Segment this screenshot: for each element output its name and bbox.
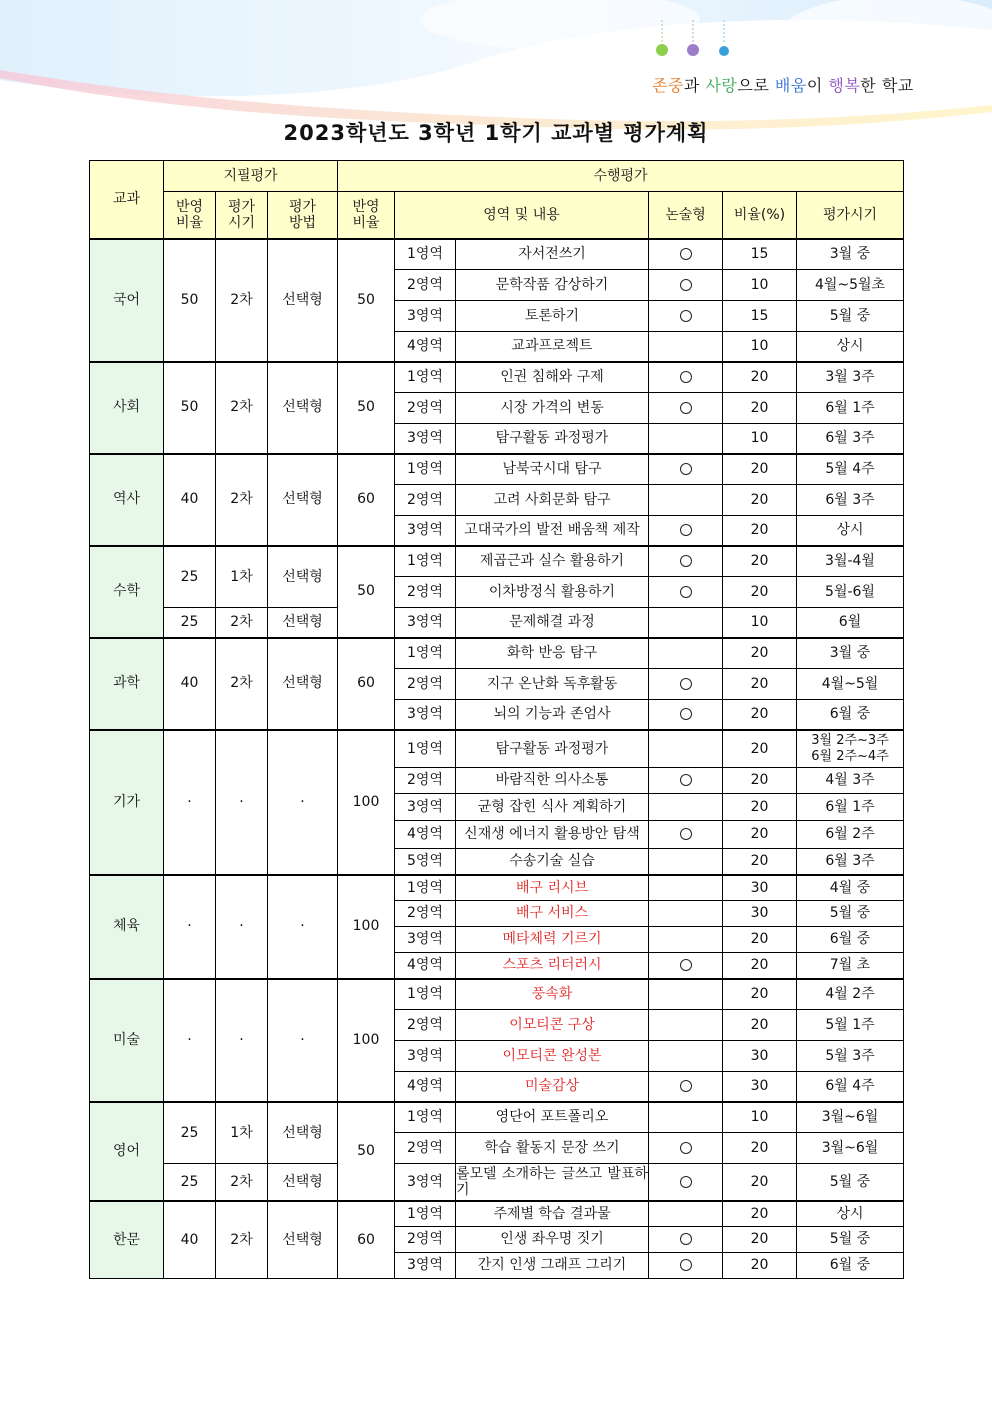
area-timing: 6월 4주 xyxy=(797,1072,904,1102)
written-timing: 2차 xyxy=(216,454,268,546)
area-content: 이차방정식 활용하기 xyxy=(456,577,649,608)
subject-group xyxy=(90,1201,904,1279)
subject-group xyxy=(90,1102,904,1201)
purple-dot-icon xyxy=(687,44,699,56)
table-row xyxy=(90,638,904,669)
area-timing: 3월 3주 xyxy=(797,362,904,393)
blue-dot-icon xyxy=(719,46,729,56)
motto-segment: 이 xyxy=(806,76,829,95)
written-ratio: 25 xyxy=(164,608,216,638)
written-timing: 1차 xyxy=(216,1102,268,1164)
area-percent: 20 xyxy=(723,821,797,849)
written-timing: 2차 xyxy=(216,1201,268,1279)
subject-name: 체육 xyxy=(90,875,164,979)
table-row xyxy=(90,1102,904,1133)
area-percent: 10 xyxy=(723,270,797,301)
area-label: 4영역 xyxy=(395,1072,456,1102)
subject-name: 사회 xyxy=(90,362,164,454)
area-content: 제곱근과 실수 활용하기 xyxy=(456,546,649,577)
area-timing: 5월 중 xyxy=(797,1227,904,1253)
evaluation-plan-table xyxy=(89,160,904,1279)
area-percent: 20 xyxy=(723,1227,797,1253)
area-label: 3영역 xyxy=(395,1253,456,1279)
written-timing: 2차 xyxy=(216,608,268,638)
area-percent: 20 xyxy=(723,393,797,424)
essay-cell xyxy=(649,794,723,821)
area-content: 롤모델 소개하는 글쓰고 발표하기 xyxy=(456,1164,649,1201)
essay-cell xyxy=(649,270,723,301)
written-method: · xyxy=(268,730,338,875)
essay-cell xyxy=(649,638,723,669)
subject-name: 국어 xyxy=(90,239,164,362)
area-label: 1영역 xyxy=(395,362,456,393)
written-method: · xyxy=(268,875,338,979)
area-timing: 3월~6월 xyxy=(797,1102,904,1133)
written-method: · xyxy=(268,979,338,1102)
area-content: 인생 좌우명 짓기 xyxy=(456,1227,649,1253)
area-label: 2영역 xyxy=(395,901,456,927)
table-row xyxy=(90,875,904,901)
area-content: 스포츠 리터러시 xyxy=(456,953,649,979)
essay-cell xyxy=(649,1010,723,1041)
table-row xyxy=(90,1164,904,1201)
written-method: 선택형 xyxy=(268,1102,338,1164)
essay-circle-icon xyxy=(680,708,692,720)
area-label: 3영역 xyxy=(395,1164,456,1201)
area-label: 2영역 xyxy=(395,485,456,516)
area-label: 2영역 xyxy=(395,393,456,424)
written-ratio: 25 xyxy=(164,1102,216,1164)
area-label: 1영역 xyxy=(395,454,456,485)
header-subject: 교과 xyxy=(90,161,164,239)
area-percent: 20 xyxy=(723,577,797,608)
performance-ratio: 50 xyxy=(338,362,395,454)
green-dot-icon xyxy=(656,44,668,56)
area-content: 배구 리시브 xyxy=(456,875,649,901)
header-performance-eval: 수행평가 xyxy=(338,161,904,192)
motto-segment: 과 xyxy=(683,76,706,95)
area-content: 주제별 학습 결과물 xyxy=(456,1201,649,1227)
table-row xyxy=(90,730,904,768)
essay-cell xyxy=(649,301,723,332)
area-percent: 10 xyxy=(723,608,797,638)
area-label: 1영역 xyxy=(395,546,456,577)
header-performance-ratio: 반영 비율 xyxy=(338,192,395,239)
area-timing: 5월 4주 xyxy=(797,454,904,485)
area-label: 4영역 xyxy=(395,821,456,849)
area-content: 학습 활동지 문장 쓰기 xyxy=(456,1133,649,1164)
essay-cell xyxy=(649,577,723,608)
essay-circle-icon xyxy=(680,402,692,414)
header-eval-timing: 평가시기 xyxy=(797,192,904,239)
area-timing: 5월 중 xyxy=(797,1164,904,1201)
written-ratio: 25 xyxy=(164,1164,216,1201)
written-ratio: 40 xyxy=(164,1201,216,1279)
area-content: 자서전쓰기 xyxy=(456,239,649,270)
essay-cell xyxy=(649,730,723,768)
essay-circle-icon xyxy=(680,371,692,383)
essay-cell xyxy=(649,332,723,362)
area-timing: 3월-4월 xyxy=(797,546,904,577)
area-percent: 20 xyxy=(723,362,797,393)
header-written-ratio: 반영 비율 xyxy=(164,192,216,239)
area-percent: 30 xyxy=(723,1072,797,1102)
written-method: 선택형 xyxy=(268,546,338,608)
essay-circle-icon xyxy=(680,555,692,567)
essay-cell xyxy=(649,424,723,454)
area-content: 탐구활동 과정평가 xyxy=(456,424,649,454)
area-timing: 5월-6월 xyxy=(797,577,904,608)
area-percent: 20 xyxy=(723,1201,797,1227)
area-percent: 30 xyxy=(723,875,797,901)
area-percent: 20 xyxy=(723,1253,797,1279)
written-method: 선택형 xyxy=(268,239,338,362)
essay-cell xyxy=(649,454,723,485)
table-row xyxy=(90,546,904,577)
header-percent: 비율(%) xyxy=(723,192,797,239)
area-content: 메타체력 기르기 xyxy=(456,927,649,953)
essay-cell xyxy=(649,979,723,1010)
essay-cell xyxy=(649,393,723,424)
written-ratio: 40 xyxy=(164,638,216,730)
essay-circle-icon xyxy=(680,678,692,690)
essay-cell xyxy=(649,875,723,901)
area-percent: 10 xyxy=(723,1102,797,1133)
area-timing: 5월 중 xyxy=(797,901,904,927)
area-content: 영단어 포트폴리오 xyxy=(456,1102,649,1133)
essay-circle-icon xyxy=(680,1259,692,1271)
area-content: 문제해결 과정 xyxy=(456,608,649,638)
subject-group xyxy=(90,239,904,362)
subject-name: 과학 xyxy=(90,638,164,730)
area-timing: 7월 초 xyxy=(797,953,904,979)
written-timing: 2차 xyxy=(216,239,268,362)
area-label: 3영역 xyxy=(395,516,456,546)
header-essay: 논술형 xyxy=(649,192,723,239)
essay-cell xyxy=(649,1133,723,1164)
area-label: 3영역 xyxy=(395,794,456,821)
area-timing: 6월 중 xyxy=(797,1253,904,1279)
area-timing: 상시 xyxy=(797,332,904,362)
essay-cell xyxy=(649,1164,723,1201)
area-percent: 20 xyxy=(723,953,797,979)
motto-segment: 배움 xyxy=(774,76,807,95)
written-method: 선택형 xyxy=(268,1164,338,1201)
area-timing: 4월 3주 xyxy=(797,768,904,794)
area-percent: 10 xyxy=(723,332,797,362)
essay-cell xyxy=(649,700,723,730)
performance-ratio: 50 xyxy=(338,1102,395,1201)
area-percent: 20 xyxy=(723,730,797,768)
written-method: 선택형 xyxy=(268,454,338,546)
performance-ratio: 60 xyxy=(338,454,395,546)
essay-circle-icon xyxy=(680,586,692,598)
subject-group xyxy=(90,638,904,730)
area-percent: 30 xyxy=(723,901,797,927)
essay-circle-icon xyxy=(680,1142,692,1154)
subject-name: 수학 xyxy=(90,546,164,638)
header-area-content: 영역 및 내용 xyxy=(395,192,649,239)
motto-segment: 사랑 xyxy=(705,76,738,95)
area-percent: 20 xyxy=(723,669,797,700)
performance-ratio: 50 xyxy=(338,546,395,638)
subject-name: 미술 xyxy=(90,979,164,1102)
subject-name: 역사 xyxy=(90,454,164,546)
area-timing: 상시 xyxy=(797,1201,904,1227)
area-label: 3영역 xyxy=(395,700,456,730)
area-label: 1영역 xyxy=(395,1201,456,1227)
table-row xyxy=(90,239,904,270)
area-timing: 4월~5월 xyxy=(797,669,904,700)
performance-ratio: 60 xyxy=(338,638,395,730)
essay-cell xyxy=(649,927,723,953)
area-content: 미술감상 xyxy=(456,1072,649,1102)
area-percent: 20 xyxy=(723,979,797,1010)
area-percent: 20 xyxy=(723,638,797,669)
essay-circle-icon xyxy=(680,248,692,260)
area-percent: 20 xyxy=(723,849,797,875)
essay-circle-icon xyxy=(680,774,692,786)
area-timing: 4월~5월초 xyxy=(797,270,904,301)
area-percent: 20 xyxy=(723,1010,797,1041)
performance-ratio: 100 xyxy=(338,979,395,1102)
area-label: 2영역 xyxy=(395,1133,456,1164)
written-ratio: · xyxy=(164,730,216,875)
area-label: 2영역 xyxy=(395,1227,456,1253)
subject-group xyxy=(90,730,904,875)
area-timing: 3월~6월 xyxy=(797,1133,904,1164)
area-timing: 6월 중 xyxy=(797,927,904,953)
area-percent: 20 xyxy=(723,1164,797,1201)
area-percent: 20 xyxy=(723,700,797,730)
area-content: 고대국가의 발전 배움책 제작 xyxy=(456,516,649,546)
area-label: 5영역 xyxy=(395,849,456,875)
essay-cell xyxy=(649,821,723,849)
area-content: 시장 가격의 변동 xyxy=(456,393,649,424)
area-percent: 20 xyxy=(723,516,797,546)
essay-cell xyxy=(649,669,723,700)
area-label: 3영역 xyxy=(395,424,456,454)
area-timing: 6월 2주 xyxy=(797,821,904,849)
area-content: 탐구활동 과정평가 xyxy=(456,730,649,768)
area-label: 1영역 xyxy=(395,979,456,1010)
area-timing: 6월 3주 xyxy=(797,424,904,454)
decorative-dots xyxy=(650,20,750,64)
motto-segment: 으로 xyxy=(737,76,775,95)
area-percent: 20 xyxy=(723,927,797,953)
written-timing: · xyxy=(216,730,268,875)
essay-cell xyxy=(649,768,723,794)
essay-circle-icon xyxy=(680,1233,692,1245)
written-method: 선택형 xyxy=(268,608,338,638)
written-ratio: · xyxy=(164,875,216,979)
area-label: 1영역 xyxy=(395,875,456,901)
header-written-timing: 평가 시기 xyxy=(216,192,268,239)
essay-circle-icon xyxy=(680,959,692,971)
essay-circle-icon xyxy=(680,463,692,475)
area-percent: 10 xyxy=(723,424,797,454)
table-row xyxy=(90,454,904,485)
area-label: 1영역 xyxy=(395,1102,456,1133)
performance-ratio: 50 xyxy=(338,239,395,362)
area-percent: 20 xyxy=(723,768,797,794)
motto-segment: 존중 xyxy=(652,76,684,95)
written-method: 선택형 xyxy=(268,638,338,730)
essay-cell xyxy=(649,953,723,979)
table-row xyxy=(90,1201,904,1227)
area-content: 이모티콘 구상 xyxy=(456,1010,649,1041)
area-timing: 6월 1주 xyxy=(797,393,904,424)
header-written-method: 평가 방법 xyxy=(268,192,338,239)
essay-circle-icon xyxy=(680,310,692,322)
essay-cell xyxy=(649,1201,723,1227)
area-timing: 5월 1주 xyxy=(797,1010,904,1041)
area-content: 배구 서비스 xyxy=(456,901,649,927)
area-label: 2영역 xyxy=(395,577,456,608)
performance-ratio: 100 xyxy=(338,730,395,875)
area-content: 화학 반응 탐구 xyxy=(456,638,649,669)
table-row xyxy=(90,362,904,393)
area-label: 1영역 xyxy=(395,638,456,669)
subject-group xyxy=(90,546,904,638)
written-timing: · xyxy=(216,979,268,1102)
area-content: 풍속화 xyxy=(456,979,649,1010)
area-content: 교과프로젝트 xyxy=(456,332,649,362)
essay-cell xyxy=(649,608,723,638)
essay-circle-icon xyxy=(680,279,692,291)
written-timing: 2차 xyxy=(216,638,268,730)
area-timing: 4월 2주 xyxy=(797,979,904,1010)
area-percent: 20 xyxy=(723,1133,797,1164)
essay-circle-icon xyxy=(680,524,692,536)
area-timing: 6월 중 xyxy=(797,700,904,730)
essay-cell xyxy=(649,239,723,270)
area-content: 지구 온난화 독후활동 xyxy=(456,669,649,700)
subject-group xyxy=(90,875,904,979)
subject-group xyxy=(90,362,904,454)
performance-ratio: 100 xyxy=(338,875,395,979)
essay-cell xyxy=(649,485,723,516)
area-label: 4영역 xyxy=(395,332,456,362)
area-percent: 15 xyxy=(723,301,797,332)
essay-circle-icon xyxy=(680,828,692,840)
area-percent: 20 xyxy=(723,485,797,516)
area-label: 1영역 xyxy=(395,730,456,768)
written-ratio: 50 xyxy=(164,362,216,454)
area-timing: 3월 2주~3주 6월 2주~4주 xyxy=(797,730,904,768)
area-label: 2영역 xyxy=(395,1010,456,1041)
area-timing: 6월 3주 xyxy=(797,485,904,516)
table-row xyxy=(90,608,904,638)
essay-cell xyxy=(649,901,723,927)
area-content: 문학작품 감상하기 xyxy=(456,270,649,301)
subject-group xyxy=(90,454,904,546)
area-timing: 3월 중 xyxy=(797,239,904,270)
area-content: 인권 침해와 구제 xyxy=(456,362,649,393)
area-label: 2영역 xyxy=(395,768,456,794)
area-timing: 6월 1주 xyxy=(797,794,904,821)
area-content: 고려 사회문화 탐구 xyxy=(456,485,649,516)
area-timing: 5월 중 xyxy=(797,301,904,332)
area-percent: 30 xyxy=(723,1041,797,1072)
area-label: 2영역 xyxy=(395,669,456,700)
area-timing: 6월 3주 xyxy=(797,849,904,875)
area-content: 이모티콘 완성본 xyxy=(456,1041,649,1072)
essay-cell xyxy=(649,849,723,875)
area-label: 3영역 xyxy=(395,301,456,332)
header-written-exam: 지필평가 xyxy=(164,161,338,192)
table-row xyxy=(90,979,904,1010)
essay-cell xyxy=(649,1041,723,1072)
area-content: 토론하기 xyxy=(456,301,649,332)
area-percent: 15 xyxy=(723,239,797,270)
area-content: 뇌의 기능과 존엄사 xyxy=(456,700,649,730)
area-content: 간지 인생 그래프 그리기 xyxy=(456,1253,649,1279)
written-ratio: · xyxy=(164,979,216,1102)
page-title: 2023학년도 3학년 1학기 교과별 평가계획 xyxy=(283,121,709,145)
area-content: 남북국시대 탐구 xyxy=(456,454,649,485)
area-content: 수송기술 실습 xyxy=(456,849,649,875)
subject-name: 기가 xyxy=(90,730,164,875)
written-method: 선택형 xyxy=(268,1201,338,1279)
essay-cell xyxy=(649,1253,723,1279)
area-content: 신재생 에너지 활용방안 탐색 xyxy=(456,821,649,849)
area-content: 균형 잡힌 식사 계획하기 xyxy=(456,794,649,821)
area-label: 4영역 xyxy=(395,953,456,979)
written-ratio: 50 xyxy=(164,239,216,362)
area-percent: 20 xyxy=(723,454,797,485)
performance-ratio: 60 xyxy=(338,1201,395,1279)
written-ratio: 40 xyxy=(164,454,216,546)
area-content: 바람직한 의사소통 xyxy=(456,768,649,794)
subject-name: 영어 xyxy=(90,1102,164,1201)
area-label: 1영역 xyxy=(395,239,456,270)
essay-cell xyxy=(649,362,723,393)
written-method: 선택형 xyxy=(268,362,338,454)
essay-cell xyxy=(649,1102,723,1133)
essay-cell xyxy=(649,546,723,577)
area-percent: 20 xyxy=(723,794,797,821)
essay-cell xyxy=(649,1227,723,1253)
area-timing: 상시 xyxy=(797,516,904,546)
written-timing: · xyxy=(216,875,268,979)
written-timing: 2차 xyxy=(216,362,268,454)
school-motto xyxy=(652,73,914,96)
essay-cell xyxy=(649,516,723,546)
essay-cell xyxy=(649,1072,723,1102)
area-timing: 3월 중 xyxy=(797,638,904,669)
area-timing: 4월 중 xyxy=(797,875,904,901)
written-timing: 2차 xyxy=(216,1164,268,1201)
subject-name: 한문 xyxy=(90,1201,164,1279)
written-ratio: 25 xyxy=(164,546,216,608)
motto-segment: 한 학교 xyxy=(860,76,914,95)
area-timing: 6월 xyxy=(797,608,904,638)
subject-group xyxy=(90,979,904,1102)
essay-circle-icon xyxy=(680,1080,692,1092)
essay-circle-icon xyxy=(680,1176,692,1188)
area-label: 3영역 xyxy=(395,1041,456,1072)
area-label: 2영역 xyxy=(395,270,456,301)
written-timing: 1차 xyxy=(216,546,268,608)
motto-segment: 행복 xyxy=(828,76,861,95)
area-label: 3영역 xyxy=(395,608,456,638)
area-timing: 5월 3주 xyxy=(797,1041,904,1072)
area-percent: 20 xyxy=(723,546,797,577)
area-label: 3영역 xyxy=(395,927,456,953)
